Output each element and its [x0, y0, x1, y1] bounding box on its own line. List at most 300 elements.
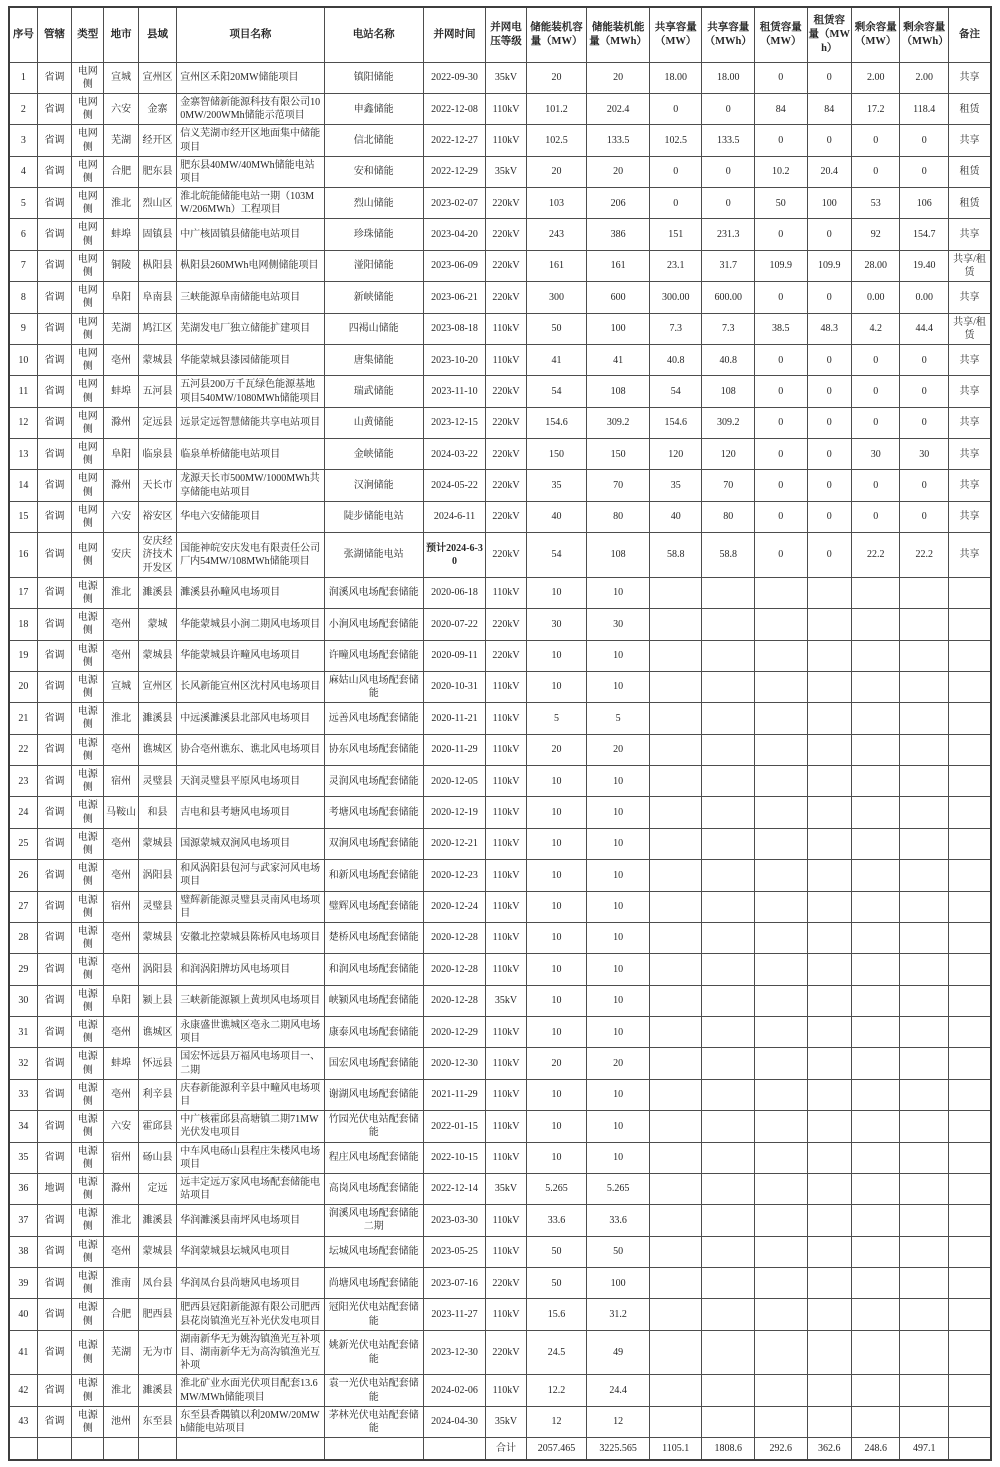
table-cell: [702, 766, 755, 797]
table-header-row: [9, 7, 991, 62]
table-cell: [807, 1299, 851, 1330]
table-cell: 23.1: [649, 250, 702, 281]
table-cell: [807, 1406, 851, 1437]
table-cell: 30: [587, 609, 650, 640]
table-cell: 省调: [37, 1048, 71, 1079]
table-cell: 4: [9, 156, 37, 187]
table-cell: 15: [9, 501, 37, 532]
table-cell: 53: [851, 188, 899, 219]
table-cell: 28: [9, 922, 37, 953]
table-cell: 44.4: [900, 313, 948, 344]
table-cell: 珍珠储能: [324, 219, 423, 250]
column-header: 剩余容量（MW）: [851, 7, 899, 62]
total-row: [9, 1438, 991, 1460]
table-cell: 租赁: [948, 156, 991, 187]
table-cell: [649, 577, 702, 608]
table-cell: 肥西县冠阳新能源有限公司肥西县花岗镇渔光互补光伏发电项目: [177, 1299, 325, 1330]
table-cell: 220kV: [486, 501, 526, 532]
table-cell: 10: [526, 577, 587, 608]
table-cell: [948, 1205, 991, 1236]
table-cell: 2023-12-15: [423, 407, 486, 438]
table-cell: 33: [9, 1079, 37, 1110]
table-cell: 10: [526, 860, 587, 891]
table-row: [9, 1236, 991, 1267]
table-cell: 共享/租赁: [948, 250, 991, 281]
table-cell: 经开区: [138, 125, 176, 156]
table-cell: 小涧风电场配套储能: [324, 609, 423, 640]
table-cell: [807, 922, 851, 953]
table-cell: 151: [649, 219, 702, 250]
table-cell: 49: [587, 1330, 650, 1375]
table-cell: 10: [587, 954, 650, 985]
table-cell: 璧辉风电场配套储能: [324, 891, 423, 922]
table-cell: 程庄风电场配套储能: [324, 1142, 423, 1173]
table-cell: 临泉县: [138, 439, 176, 470]
table-cell: 电网侧: [72, 470, 104, 501]
table-cell: 2020-12-24: [423, 891, 486, 922]
table-cell: 亳州: [104, 860, 138, 891]
table-cell: 10: [587, 860, 650, 891]
table-cell: 三峡新能源颍上黄坝风电场项目: [177, 985, 325, 1016]
table-cell: [649, 828, 702, 859]
table-cell: 电源侧: [72, 954, 104, 985]
table-cell: 2020-12-28: [423, 954, 486, 985]
table-cell: 淮北皖能储能电站一期（103MW/206MWh）工程项目: [177, 188, 325, 219]
table-cell: 1: [9, 62, 37, 93]
table-cell: [900, 1375, 948, 1406]
table-cell: 吉电和县考塘风电场项目: [177, 797, 325, 828]
table-cell: 定远县: [138, 407, 176, 438]
table-cell: 154.6: [649, 407, 702, 438]
table-cell: 电源侧: [72, 1236, 104, 1267]
table-cell: [649, 985, 702, 1016]
table-cell: 电源侧: [72, 734, 104, 765]
table-cell: 蚌埠: [104, 1048, 138, 1079]
table-cell: 安和储能: [324, 156, 423, 187]
table-cell: 双涧风电场配套储能: [324, 828, 423, 859]
table-cell: [755, 828, 808, 859]
table-cell: 电源侧: [72, 1142, 104, 1173]
table-cell: 50: [526, 1268, 587, 1299]
table-cell: 合肥: [104, 1299, 138, 1330]
table-cell: 10: [526, 954, 587, 985]
table-cell: 10: [587, 640, 650, 671]
table-cell: 汉涧储能: [324, 470, 423, 501]
table-cell: [702, 985, 755, 1016]
table-cell: 0: [649, 156, 702, 187]
table-cell: 58.8: [649, 533, 702, 578]
table-cell: [649, 766, 702, 797]
table-cell: [948, 734, 991, 765]
table-cell: 华润蒙城县坛城风电项目: [177, 1236, 325, 1267]
table-cell: [900, 891, 948, 922]
table-cell: 电网侧: [72, 188, 104, 219]
table-cell: 2023-02-07: [423, 188, 486, 219]
total-cell: [423, 1438, 486, 1460]
table-cell: 阜阳: [104, 439, 138, 470]
table-cell: 中车风电砀山县程庄朱楼风电场项目: [177, 1142, 325, 1173]
table-cell: [948, 609, 991, 640]
table-cell: 0: [851, 501, 899, 532]
table-cell: 20: [587, 62, 650, 93]
table-cell: 33.6: [587, 1205, 650, 1236]
table-cell: 161: [526, 250, 587, 281]
table-cell: 芜湖发电厂独立储能扩建项目: [177, 313, 325, 344]
table-cell: 电网侧: [72, 501, 104, 532]
table-cell: [649, 1330, 702, 1375]
table-cell: [807, 860, 851, 891]
table-cell: 滁州: [104, 470, 138, 501]
table-cell: [900, 860, 948, 891]
table-cell: 电网侧: [72, 93, 104, 124]
table-cell: 220kV: [486, 188, 526, 219]
table-cell: [649, 671, 702, 702]
table-cell: 省调: [37, 671, 71, 702]
table-cell: 101.2: [526, 93, 587, 124]
table-cell: 20: [587, 1048, 650, 1079]
table-cell: 砀山县: [138, 1142, 176, 1173]
table-cell: 申鑫储能: [324, 93, 423, 124]
table-cell: [900, 1268, 948, 1299]
table-cell: 2023-04-20: [423, 219, 486, 250]
table-cell: 2: [9, 93, 37, 124]
table-cell: 淮北: [104, 703, 138, 734]
table-cell: [807, 640, 851, 671]
table-cell: 安庆: [104, 533, 138, 578]
table-cell: [755, 985, 808, 1016]
table-cell: [702, 1330, 755, 1375]
table-cell: 烈山区: [138, 188, 176, 219]
table-cell: 电源侧: [72, 640, 104, 671]
table-cell: 润溪风电场配套储能: [324, 577, 423, 608]
table-cell: 154.7: [900, 219, 948, 250]
table-cell: 鸠江区: [138, 313, 176, 344]
table-cell: [755, 1299, 808, 1330]
table-cell: 600: [587, 282, 650, 313]
table-row: [9, 156, 991, 187]
total-cell: [177, 1438, 325, 1460]
table-cell: 2022-09-30: [423, 62, 486, 93]
table-cell: 马鞍山: [104, 797, 138, 828]
table-cell: [702, 577, 755, 608]
table-cell: 2.00: [851, 62, 899, 93]
table-cell: 20: [526, 734, 587, 765]
table-cell: 84: [807, 93, 851, 124]
table-cell: 0: [702, 93, 755, 124]
table-cell: [807, 828, 851, 859]
table-cell: 中广核霍邱县高塘镇二期71MW光伏发电项目: [177, 1111, 325, 1142]
table-cell: [948, 671, 991, 702]
table-cell: 220kV: [486, 533, 526, 578]
table-cell: [851, 640, 899, 671]
table-cell: 省调: [37, 313, 71, 344]
table-cell: [948, 1173, 991, 1204]
table-cell: 地调: [37, 1173, 71, 1204]
table-cell: [702, 1299, 755, 1330]
table-cell: [948, 1406, 991, 1437]
total-cell: [72, 1438, 104, 1460]
table-cell: [702, 1017, 755, 1048]
table-cell: [948, 703, 991, 734]
table-cell: 华能蒙城县许疃风电场项目: [177, 640, 325, 671]
table-cell: 0: [900, 376, 948, 407]
table-cell: 电源侧: [72, 891, 104, 922]
table-cell: 省调: [37, 703, 71, 734]
table-cell: 2020-11-29: [423, 734, 486, 765]
table-cell: 5: [587, 703, 650, 734]
table-cell: 48.3: [807, 313, 851, 344]
table-cell: 楚桥风电场配套储能: [324, 922, 423, 953]
table-cell: 蒙城县: [138, 828, 176, 859]
table-cell: 108: [587, 533, 650, 578]
table-cell: 省调: [37, 828, 71, 859]
table-cell: 和风涡阳县包河与武家河风电场项目: [177, 860, 325, 891]
table-cell: 2022-10-15: [423, 1142, 486, 1173]
table-cell: [649, 1048, 702, 1079]
table-cell: [900, 922, 948, 953]
table-cell: [948, 1330, 991, 1375]
table-row: [9, 640, 991, 671]
table-cell: 0: [755, 470, 808, 501]
table-cell: 35kV: [486, 1173, 526, 1204]
table-cell: 220kV: [486, 640, 526, 671]
table-cell: 220kV: [486, 219, 526, 250]
table-cell: 133.5: [702, 125, 755, 156]
table-cell: 2022-12-14: [423, 1173, 486, 1204]
table-cell: 天长市: [138, 470, 176, 501]
table-cell: 濉溪县: [138, 1375, 176, 1406]
table-cell: 10: [587, 671, 650, 702]
table-cell: 110kV: [486, 1236, 526, 1267]
table-cell: 0: [807, 533, 851, 578]
table-cell: 5.265: [587, 1173, 650, 1204]
table-cell: 21: [9, 703, 37, 734]
table-cell: 0: [807, 501, 851, 532]
table-cell: 亳州: [104, 1017, 138, 1048]
table-cell: 3: [9, 125, 37, 156]
table-cell: 和县: [138, 797, 176, 828]
table-cell: 枞阳县260MWh电网侧储能项目: [177, 250, 325, 281]
table-cell: 0: [851, 407, 899, 438]
table-cell: 润溪风电场配套储能二期: [324, 1205, 423, 1236]
table-cell: [755, 860, 808, 891]
table-cell: [755, 766, 808, 797]
table-cell: [900, 1330, 948, 1375]
total-cell: 292.6: [755, 1438, 808, 1460]
table-cell: 10: [526, 766, 587, 797]
table-cell: 0: [755, 219, 808, 250]
table-cell: 省调: [37, 501, 71, 532]
table-cell: [900, 609, 948, 640]
table-cell: 滁州: [104, 407, 138, 438]
table-cell: 92: [851, 219, 899, 250]
table-cell: 省调: [37, 734, 71, 765]
table-cell: 50: [587, 1236, 650, 1267]
table-cell: 20: [9, 671, 37, 702]
table-cell: 省调: [37, 125, 71, 156]
table-cell: 30: [900, 439, 948, 470]
table-cell: 六安: [104, 501, 138, 532]
table-cell: 10: [587, 828, 650, 859]
table-row: [9, 1375, 991, 1406]
table-cell: [851, 671, 899, 702]
table-cell: [851, 609, 899, 640]
table-cell: [948, 922, 991, 953]
table-cell: [807, 734, 851, 765]
table-cell: 省调: [37, 219, 71, 250]
table-cell: [702, 1268, 755, 1299]
table-cell: 璧辉新能源灵璧县灵南风电场项目: [177, 891, 325, 922]
table-cell: 湖南新华无为姚沟镇渔光互补项目、湖南新华无为高沟镇渔光互补项: [177, 1330, 325, 1375]
table-cell: 100: [807, 188, 851, 219]
table-cell: [900, 1173, 948, 1204]
table-cell: 12: [9, 407, 37, 438]
table-cell: 共享: [948, 501, 991, 532]
table-cell: 0: [649, 188, 702, 219]
table-cell: 蒙城: [138, 609, 176, 640]
table-cell: 共享: [948, 407, 991, 438]
table-cell: 36: [9, 1173, 37, 1204]
table-cell: 2023-05-25: [423, 1236, 486, 1267]
table-cell: 2024-04-30: [423, 1406, 486, 1437]
table-cell: [807, 797, 851, 828]
table-cell: 10: [587, 1079, 650, 1110]
table-cell: 电源侧: [72, 1111, 104, 1142]
table-cell: 2020-12-19: [423, 797, 486, 828]
table-cell: 省调: [37, 609, 71, 640]
table-cell: 20: [587, 156, 650, 187]
table-cell: 亳州: [104, 640, 138, 671]
column-header: 剩余容量（MWh）: [900, 7, 948, 62]
table-cell: 84: [755, 93, 808, 124]
table-row: [9, 344, 991, 375]
table-cell: [702, 1048, 755, 1079]
table-cell: [948, 640, 991, 671]
table-cell: [649, 1079, 702, 1110]
table-cell: 110kV: [486, 703, 526, 734]
table-cell: 定远: [138, 1173, 176, 1204]
table-cell: [900, 671, 948, 702]
table-row: [9, 1330, 991, 1375]
table-cell: 淮北: [104, 1375, 138, 1406]
table-cell: 姚新光伏电站配套储能: [324, 1330, 423, 1375]
total-cell: [948, 1438, 991, 1460]
table-cell: 16: [9, 533, 37, 578]
table-cell: [649, 1111, 702, 1142]
table-cell: 信北储能: [324, 125, 423, 156]
table-cell: 50: [526, 1236, 587, 1267]
table-cell: [755, 1375, 808, 1406]
table-cell: 远景定远智慧储能共享电站项目: [177, 407, 325, 438]
table-cell: [807, 1017, 851, 1048]
table-row: [9, 1173, 991, 1204]
table-cell: [807, 1330, 851, 1375]
table-cell: 42: [9, 1375, 37, 1406]
table-cell: 41: [9, 1330, 37, 1375]
column-header: 租赁容量（MWh）: [807, 7, 851, 62]
table-cell: 省调: [37, 282, 71, 313]
column-header: 序号: [9, 7, 37, 62]
table-cell: [900, 1236, 948, 1267]
table-cell: 省调: [37, 1330, 71, 1375]
table-cell: 10: [526, 1079, 587, 1110]
table-cell: [900, 985, 948, 1016]
table-cell: 省调: [37, 1406, 71, 1437]
table-cell: 50: [755, 188, 808, 219]
table-cell: 山黄储能: [324, 407, 423, 438]
table-cell: [851, 1330, 899, 1375]
table-cell: 五河县200万千瓦绿色能源基地项目540MW/1080MWh储能项目: [177, 376, 325, 407]
table-cell: 37: [9, 1205, 37, 1236]
table-cell: 19: [9, 640, 37, 671]
table-cell: 35: [9, 1142, 37, 1173]
table-cell: 2.00: [900, 62, 948, 93]
table-cell: 50: [526, 313, 587, 344]
table-cell: 10: [526, 1142, 587, 1173]
table-cell: 庆春新能源利辛县中疃风电场项目: [177, 1079, 325, 1110]
table-cell: 0.00: [900, 282, 948, 313]
table-cell: 110kV: [486, 671, 526, 702]
table-cell: [755, 1236, 808, 1267]
table-cell: 0: [755, 533, 808, 578]
table-cell: 电网侧: [72, 62, 104, 93]
table-cell: [851, 1375, 899, 1406]
table-cell: 肥东县: [138, 156, 176, 187]
table-cell: 和润涡阳牌坊风电场项目: [177, 954, 325, 985]
table-cell: 231.3: [702, 219, 755, 250]
table-cell: [900, 1048, 948, 1079]
table-cell: 蒙城县: [138, 640, 176, 671]
table-cell: 淮北矿业水面光伏项目配套13.6MW/MWh储能项目: [177, 1375, 325, 1406]
table-cell: [900, 1079, 948, 1110]
table-cell: [702, 1173, 755, 1204]
table-cell: 2022-01-15: [423, 1111, 486, 1142]
table-cell: 天润灵璧县平原风电场项目: [177, 766, 325, 797]
table-cell: 六安: [104, 93, 138, 124]
total-cell: 362.6: [807, 1438, 851, 1460]
table-cell: 80: [587, 501, 650, 532]
table-cell: [649, 1299, 702, 1330]
table-cell: [948, 1111, 991, 1142]
table-cell: 2020-12-05: [423, 766, 486, 797]
table-cell: 共享: [948, 344, 991, 375]
table-cell: 电源侧: [72, 577, 104, 608]
table-cell: [807, 703, 851, 734]
table-cell: 31: [9, 1017, 37, 1048]
table-cell: 220kV: [486, 1330, 526, 1375]
table-cell: 电源侧: [72, 609, 104, 640]
table-cell: [807, 985, 851, 1016]
table-cell: 省调: [37, 1268, 71, 1299]
table-cell: 省调: [37, 470, 71, 501]
table-cell: 宣城: [104, 671, 138, 702]
table-cell: 共享: [948, 376, 991, 407]
table-cell: [702, 797, 755, 828]
column-header: 租赁容量（MW）: [755, 7, 808, 62]
table-cell: 0: [755, 501, 808, 532]
table-cell: 0: [900, 501, 948, 532]
table-cell: 峡颍风电场配套储能: [324, 985, 423, 1016]
table-cell: 15.6: [526, 1299, 587, 1330]
table-cell: 0: [900, 470, 948, 501]
table-cell: [755, 577, 808, 608]
table-cell: 43: [9, 1406, 37, 1437]
table-cell: 灵润风电场配套储能: [324, 766, 423, 797]
table-cell: [900, 797, 948, 828]
table-cell: 150: [587, 439, 650, 470]
table-cell: [755, 1173, 808, 1204]
table-cell: [702, 922, 755, 953]
